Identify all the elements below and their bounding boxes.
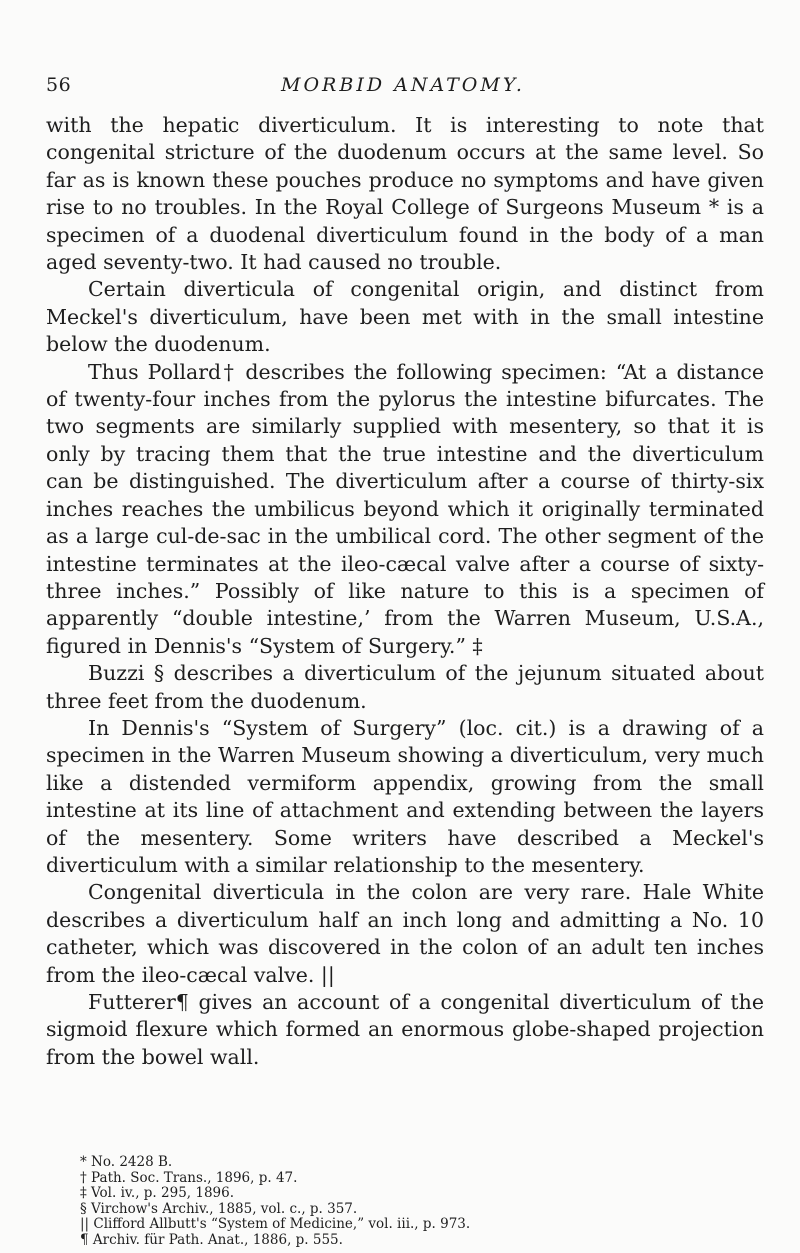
footnotes <box>80 1155 770 1248</box>
paragraph: Thus Pollard† describes the following specimen: “At a distance of twenty-four inches from the pylorus the intestine bifurcates. The two segments are similarly supplied with mesentery, so that it is only by tracing them that the true intestine and the diverticulum can be distinguished. The diverticulum after a course of thirty-six inches reaches the umbilicus beyond which it originally terminated as a large cul-de-sac in the umbilical cord. The other segment of the intestine terminates at the ileo-cæcal valve after a course of sixty-three inches.” Possibly of like nature to this is a specimen of apparently “double intestine,’ from the Warren Museum, U.S.A., figured in Dennis's “System of Surgery.” ‡ <box>46 359 764 658</box>
footnote: || Clifford Allbutt's “System of Medicine,” vol. iii., p. 973. <box>80 1216 471 1232</box>
paragraph: Futterer¶ gives an account of a congenital diverticulum of the sigmoid flexure which formed an enormous globe-shaped projection from the bowel wall. <box>46 990 764 1069</box>
footnote: * No. 2428 B. <box>80 1154 173 1170</box>
footnote: † Path. Soc. Trans., 1896, p. 47. <box>80 1169 298 1186</box>
body-text <box>46 112 764 1071</box>
page-header <box>46 74 760 104</box>
paragraph: In Dennis's “System of Surgery” (loc. cit.) is a drawing of a specimen in the Warren Museum showing a diverticulum, very much like a distended vermiform appendix, growing from the small intestine at its line of attachment and extending between the layers of the mesentery. Some writers have described a Meckel's diverticulum with a similar relationship to the mesentery. <box>46 715 764 877</box>
paragraph: with the hepatic diverticulum. It is interesting to note that congenital stricture of the duodenum occurs at the same level. So far as is known these pouches produce no symptoms and have given rise to no troubles. In the Royal College of Surgeons Museum * is a specimen of a duodenal diverticulum found in the body of a man aged seventy-two. It had caused no trouble. <box>46 113 764 275</box>
footnote: ‡ Vol. iv., p. 295, 1896. <box>80 1185 235 1201</box>
footnote: § Virchow's Archiv., 1885, vol. c., p. 357. <box>80 1200 358 1217</box>
paragraph: Buzzi § describes a diverticulum of the jejunum situated about three feet from the duodenum. <box>46 661 764 713</box>
paragraph: Congenital diverticula in the colon are very rare. Hale White describes a diverticulum half an inch long and admitting a No. 10 catheter, which was discovered in the colon of an adult ten inches from the ileo-cæcal valve. || <box>46 880 764 987</box>
footnote: ¶ Archiv. für Path. Anat., 1886, p. 555. <box>80 1231 343 1248</box>
running-head: MORBID ANATOMY. <box>281 74 525 96</box>
page-number: 56 <box>46 74 72 96</box>
paragraph: Certain diverticula of congenital origin, and distinct from Meckel's diverticulum, have been met with in the small intestine below the duodenum. <box>46 277 764 357</box>
